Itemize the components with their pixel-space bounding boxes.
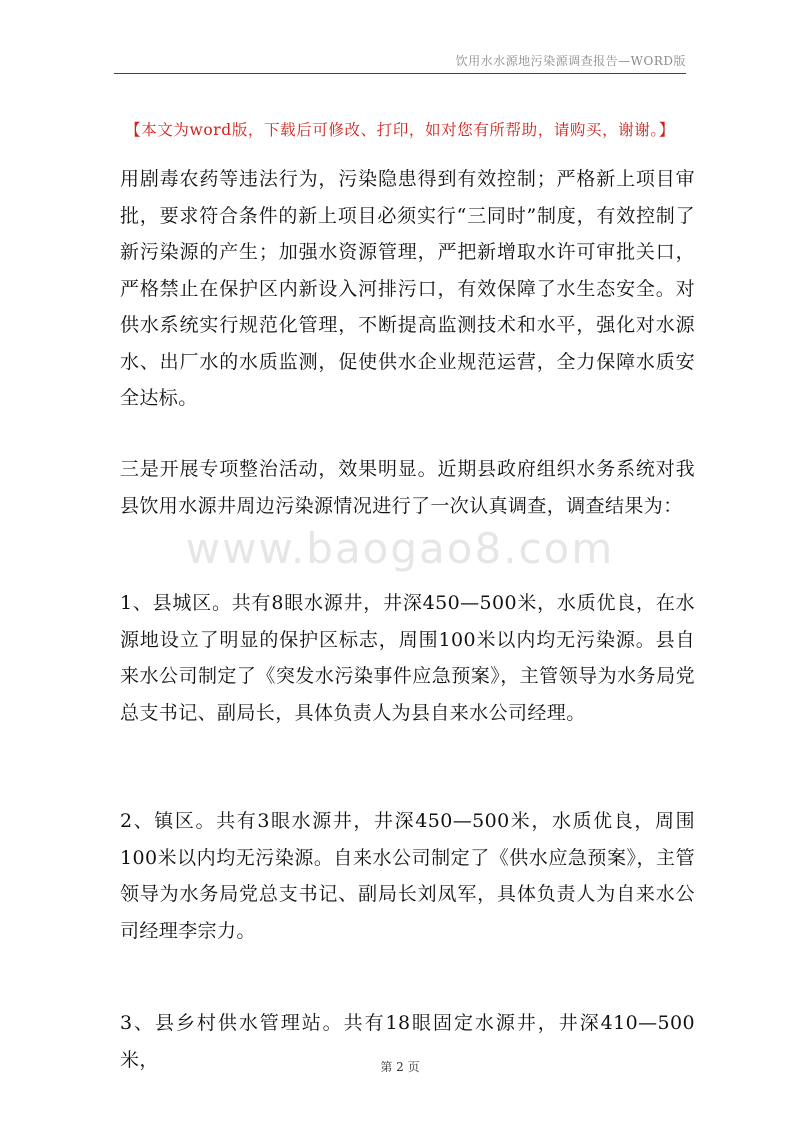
watermark-text: www.baogao8.com: [185, 524, 615, 573]
body-paragraph-2: 三是开展专项整治活动，效果明显。近期县政府组织水务系统对我县饮用水源井周边污染源情况进行了一次认真调查，调查结果为：: [120, 458, 695, 517]
download-notice: 【本文为word版，下载后可修改、打印，如对您有所帮助，请购买，谢谢。】: [125, 121, 675, 139]
document-header-title: 饮用水水源地污染源调查报告—WORD版: [455, 54, 686, 68]
header-divider: [114, 73, 686, 74]
body-paragraph-5: 3、县乡村供水管理站。共有18眼固定水源井，井深410—500米，: [120, 1012, 695, 1071]
body-paragraph-1: 用剧毒农药等违法行为，污染隐患得到有效控制；严格新上项目审批，要求符合条件的新上项目必须实行“三同时”制度，有效控制了新污染源的产生；加强水资源管理，严把新增取水许可审批关口，严格禁止在保护区内新设入河排污口，有效保障了水生态安全。对供水系统实行规范化管理，不断提高监测技术和水平，强化对水源水、出厂水的水质监测，促使供水企业规范运营，全力保障水质安全达标。: [120, 168, 695, 409]
page-number: 第 2 页: [380, 1060, 420, 1074]
body-paragraph-3: 1、县城区。共有8眼水源井，井深450—500米，水质优良，在水源地设立了明显的保护区标志，周围100米以内均无污染源。县自来水公司制定了《突发水污染事件应急预案》，主管领导为水务局党总支书记、副局长，具体负责人为县自来水公司经理。: [120, 592, 695, 724]
body-paragraph-4: 2、镇区。共有3眼水源井，井深450—500米，水质优良，周围100米以内均无污染源。自来水公司制定了《供水应急预案》，主管领导为水务局党总支书记、副局长刘凤军，具体负责人为自来水公司经理李宗力。: [120, 810, 695, 942]
